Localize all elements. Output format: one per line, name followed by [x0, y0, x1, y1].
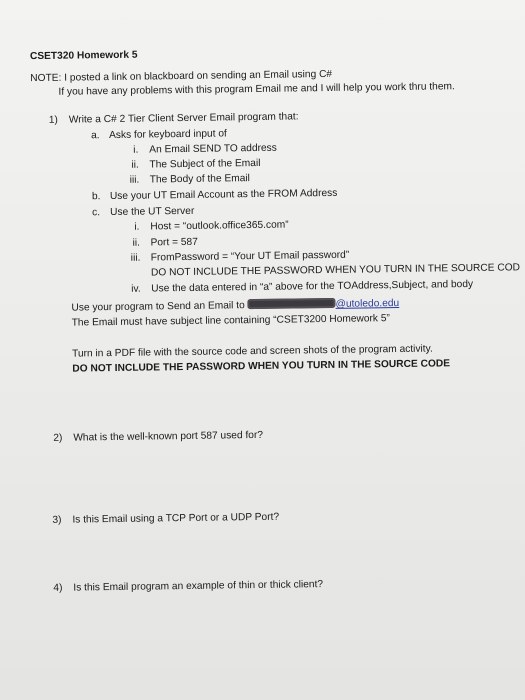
q3-number: 3): [52, 514, 62, 526]
q4-text: Is this Email program an example of thin or thick client?: [73, 579, 324, 594]
note-line-2: If you have any problems with this program Email me and I will help you work thru them.: [58, 81, 455, 98]
q1a-item-text: The Body of the Email: [149, 173, 250, 186]
q1c-item-label: i.: [134, 221, 140, 233]
q1c-item-text: Port = 587: [150, 236, 198, 249]
password-warning: DO NOT INCLUDE THE PASSWORD WHEN YOU TURN IN THE SOURCE COD: [150, 262, 521, 279]
q1a-item-label: iii.: [129, 174, 140, 186]
note-line-1: NOTE: I posted a link on blackboard on sending an Email using C#: [30, 68, 333, 85]
q1c-item-text: Use the data entered in “a” above for the TOAddress,Subject, and body: [151, 278, 474, 295]
q1-text: Write a C# 2 Tier Client Server Email program that:: [68, 111, 299, 126]
turnin-instruction: Turn in a PDF file with the source code and screen shots of the program activity.: [72, 343, 433, 360]
send-prefix: Use your program to Send an Email to: [71, 300, 245, 314]
q1b-text: Use your UT Email Account as the FROM Address: [109, 187, 338, 203]
q1a-item-text: An Email SEND TO address: [149, 142, 277, 156]
q2-text: What is the well-known port 587 used for?: [73, 429, 264, 444]
document-title: CSET320 Homework 5: [29, 49, 138, 63]
q1c-item-text: Host = “outlook.office365.com”: [150, 219, 289, 233]
q1a-item-label: i.: [133, 144, 139, 156]
q1c-item-label: iii.: [130, 252, 141, 264]
q1-number: 1): [48, 114, 58, 126]
q1c-text: Use the UT Server: [110, 205, 195, 219]
q4-number: 4): [53, 582, 63, 594]
q1c-item-label: iv.: [131, 283, 141, 295]
q2-number: 2): [53, 432, 63, 444]
subject-requirement: The Email must have subject line containing “CSET3200 Homework 5”: [71, 313, 390, 329]
q1a-text: Asks for keyboard input of: [108, 128, 227, 142]
q1c-item-label: ii.: [132, 237, 141, 249]
q1c-item-text: FromPassword = “Your UT Email password”: [150, 249, 350, 264]
email-domain-link[interactable]: @utoledo.edu: [335, 298, 400, 310]
q1a-item-label: ii.: [131, 159, 139, 171]
turnin-warning: DO NOT INCLUDE THE PASSWORD WHEN YOU TURN IN THE SOURCE CODE: [72, 358, 451, 375]
q1c-label: c.: [92, 207, 101, 219]
q1a-item-text: The Subject of the Email: [149, 157, 261, 171]
q1b-label: b.: [91, 191, 101, 203]
redacted-email-name: [247, 298, 335, 309]
q1a-label: a.: [90, 130, 100, 142]
q3-text: Is this Email using a TCP Port or a UDP Port?: [72, 511, 280, 526]
